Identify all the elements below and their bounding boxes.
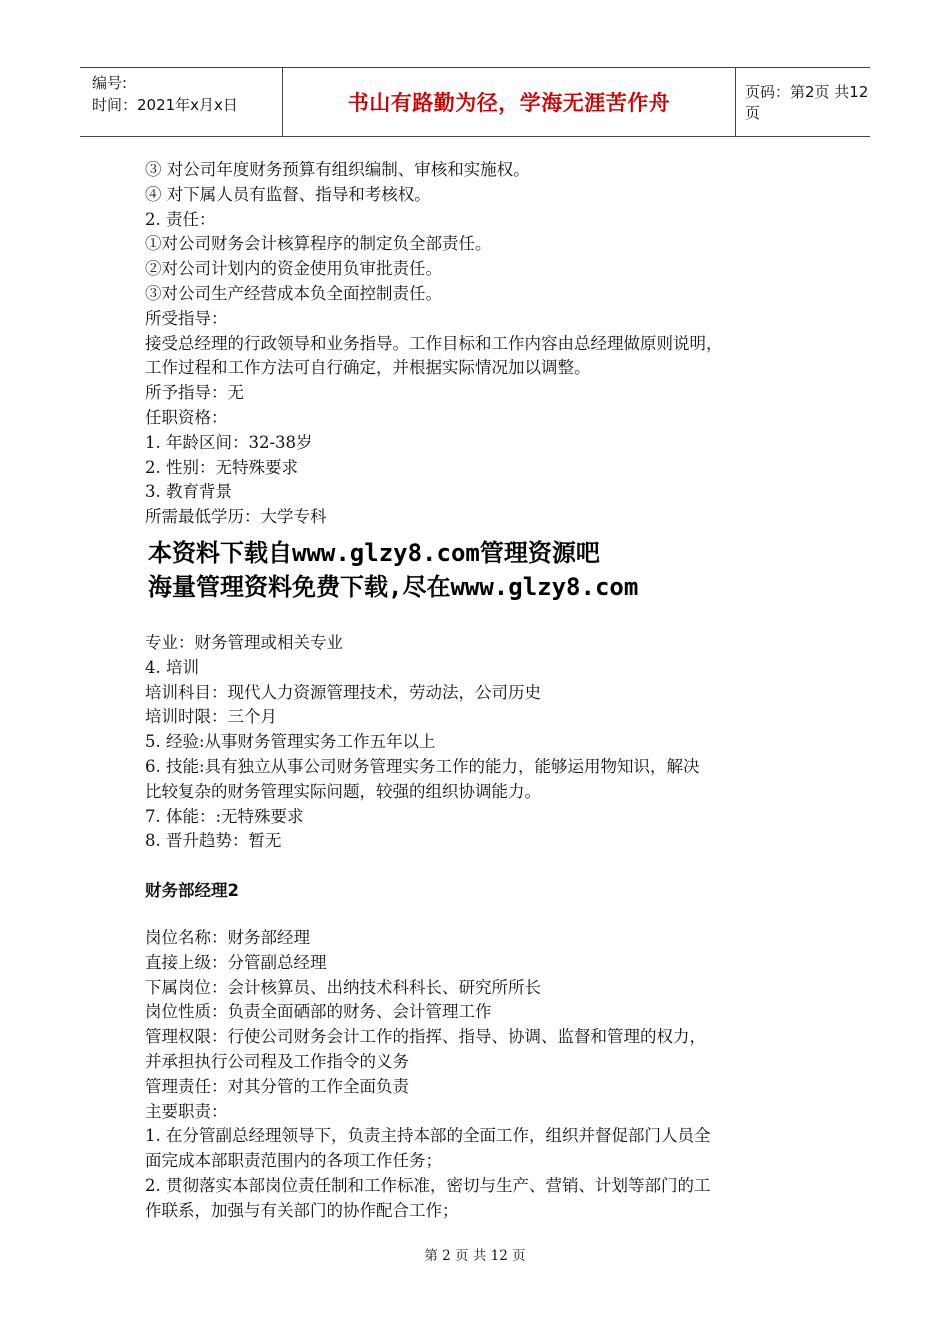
text-line: 1. 年龄区间：32-38岁	[145, 432, 313, 452]
text-line: 接受总经理的行政领导和业务指导。工作目标和工作内容由总经理做原则说明，	[145, 333, 723, 353]
text-line: ③对公司生产经营成本负全面控制责任。	[145, 283, 442, 303]
text-line: 1. 在分管副总经理领导下，负责主持本部的全面工作，组织并督促部门人员全	[145, 1126, 711, 1146]
text-line: 岗位性质：负责全面硒部的财务、会计管理工作	[145, 1002, 492, 1022]
text-line: ②对公司计划内的资金使用负审批责任。	[145, 259, 442, 279]
text-line: 管理权限：行使公司财务会计工作的指挥、指导、协调、监督和管理的权力，	[145, 1027, 706, 1047]
header-motto: 书山有路勤为径，学海无涯苦作舟	[282, 68, 736, 136]
document-body-part2	[145, 631, 825, 854]
text-line: 2. 性别：无特殊要求	[145, 457, 298, 477]
section-heading	[145, 879, 825, 904]
text-line: 任职资格：	[145, 407, 228, 427]
text-line: 主要职责：	[145, 1101, 228, 1121]
text-line: 专业：财务管理或相关专业	[145, 633, 343, 652]
document-body-part1	[145, 158, 825, 530]
document-body-part3	[145, 926, 825, 1224]
text-line: 直接上级：分管副总经理	[145, 952, 327, 972]
text-line: 管理责任：对其分管的工作全面负责	[145, 1076, 409, 1096]
text-line: 比较复杂的财务管理实际问题，较强的组织协调能力。	[145, 781, 541, 801]
text-line: ①对公司财务会计核算程序的制定负全部责任。	[145, 234, 492, 254]
text-line: 2. 贯彻落实本部岗位责任制和工作标准，密切与生产、营销、计划等部门的工	[145, 1175, 711, 1195]
header-page-info: 页码：第2页 共12页	[745, 83, 869, 122]
text-line: ③ 对公司年度财务预算有组织编制、审核和实施权。	[145, 160, 530, 179]
text-line: 7. 体能：:无特殊要求	[145, 806, 304, 826]
text-line: 培训时限：三个月	[145, 707, 277, 727]
page-footer: 第 2 页 共 12 页	[424, 1248, 526, 1264]
download-watermark	[148, 536, 638, 604]
text-line: 下属岗位：会计核算员、出纳技术科科长、研究所所长	[145, 977, 541, 997]
text-line: 6. 技能:具有独立从事公司财务管理实务工作的能力，能够运用物知识，解决	[145, 756, 700, 776]
text-line: ④ 对下属人员有监督、指导和考核权。	[145, 184, 431, 204]
text-line: 岗位名称：财务部经理	[145, 928, 310, 947]
text-line: 面完成本部职责范围内的各项工作任务；	[145, 1151, 442, 1171]
text-line: 工作过程和工作方法可自行确定，并根据实际情况加以调整。	[145, 358, 591, 378]
text-line: 培训科目：现代人力资源管理技术，劳动法，公司历史	[145, 682, 541, 702]
text-line: 所予指导：无	[145, 383, 244, 403]
text-line: 所受指导：	[145, 308, 228, 328]
header-meta	[80, 68, 282, 140]
document-time-label: 时间：2021年x月x日	[92, 96, 238, 114]
text-line: 3. 教育背景	[145, 482, 232, 502]
text-line: 5. 经验:从事财务管理实务工作五年以上	[145, 732, 436, 752]
text-line: 4. 培训	[145, 657, 199, 677]
text-line: 所需最低学历：大学专科	[145, 507, 327, 527]
text-line: 并承担执行公司程及工作指令的义务	[145, 1051, 409, 1071]
text-line: 8. 晋升趋势：暂无	[145, 831, 282, 851]
document-number-label: 编号:	[92, 74, 128, 92]
watermark-line: 海量管理资料免费下载,尽在www.glzy8.com	[148, 573, 639, 601]
text-line: 作联系，加强与有关部门的协作配合工作；	[145, 1200, 459, 1220]
section-title: 财务部经理2	[145, 881, 239, 900]
page-header	[80, 67, 870, 137]
watermark-line: 本资料下载自www.glzy8.com管理资源吧	[148, 539, 600, 567]
text-line: 2. 责任：	[145, 209, 216, 229]
